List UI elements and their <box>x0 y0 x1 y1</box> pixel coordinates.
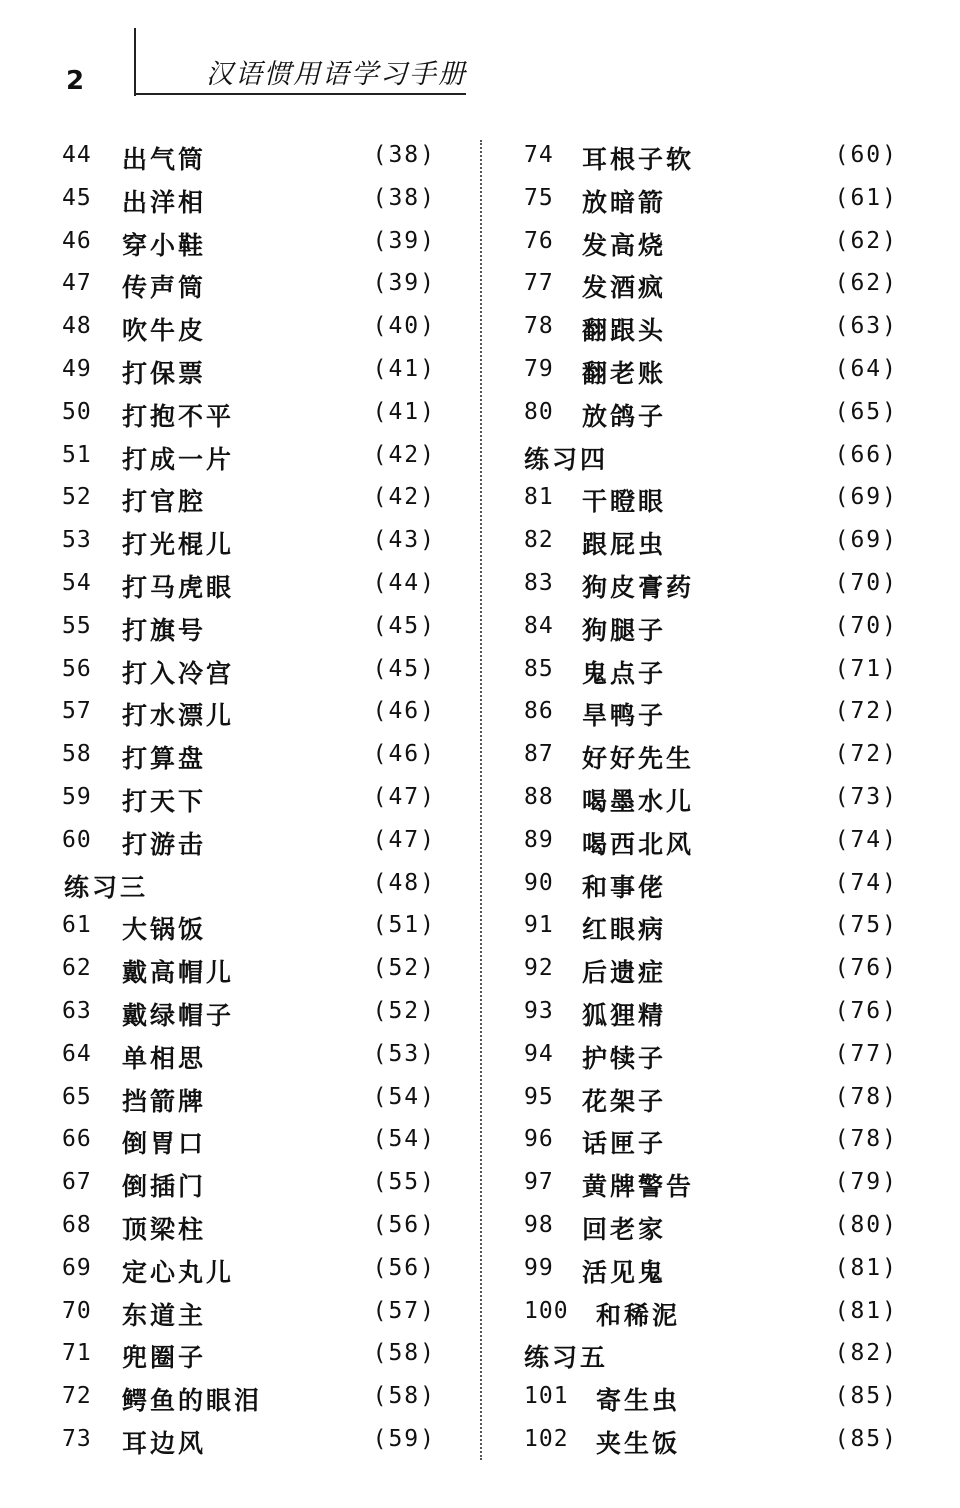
toc-entry-row <box>480 690 960 733</box>
toc-entry-number: 96 <box>524 1126 554 1153</box>
toc-entry-term: 活见鬼 <box>582 1257 667 1287</box>
toc-entry-page: (46) <box>372 698 436 725</box>
toc-entry-number: 85 <box>524 655 554 682</box>
toc-entry-term: 回老家 <box>582 1214 667 1244</box>
toc-entry-page: (39) <box>372 227 436 254</box>
toc-entry-number: 48 <box>62 313 92 340</box>
toc-entry-page: (74) <box>834 869 898 896</box>
toc-entry-number: 92 <box>524 955 554 982</box>
toc-entry-page: (85) <box>834 1425 898 1452</box>
toc-entry-page: (58) <box>372 1340 436 1367</box>
toc-entry-row <box>0 776 480 819</box>
toc-entry-number: 84 <box>524 612 554 639</box>
toc-entry-number: 57 <box>62 698 92 725</box>
toc-entry-number: 49 <box>62 355 92 382</box>
toc-entry-page: (76) <box>834 955 898 982</box>
toc-entry-page: (57) <box>372 1297 436 1324</box>
book-title: 汉语惯用语学习手册 <box>206 59 467 90</box>
toc-entry-row <box>0 947 480 990</box>
toc-entry-page: (82) <box>834 1340 898 1367</box>
toc-entry-number: 59 <box>62 783 92 810</box>
toc-entry-row <box>480 733 960 776</box>
toc-entry-number: 62 <box>62 955 92 982</box>
toc-entry-number: 90 <box>524 869 554 896</box>
toc-entry-page: (42) <box>372 441 436 468</box>
toc-entry-page: (48) <box>372 869 436 896</box>
toc-entry-number: 65 <box>62 1083 92 1110</box>
toc-entry-term: 护犊子 <box>582 1043 667 1073</box>
toc-section-row <box>480 1332 960 1375</box>
toc-entry-number: 66 <box>62 1126 92 1153</box>
toc-entry-page: (81) <box>834 1297 898 1324</box>
toc-entry-row <box>480 904 960 947</box>
toc-entry-page: (56) <box>372 1254 436 1281</box>
toc-entry-term: 黄牌警告 <box>582 1172 695 1202</box>
toc-entry-number: 86 <box>524 698 554 725</box>
toc-entry-page: (52) <box>372 997 436 1024</box>
toc-entry-row <box>480 348 960 391</box>
toc-entry-number: 46 <box>62 227 92 254</box>
toc-entry-row <box>480 947 960 990</box>
toc-entry-row <box>0 1375 480 1418</box>
toc-entry-term: 打天下 <box>122 786 207 816</box>
toc-entry-term: 打官腔 <box>122 487 207 517</box>
toc-entry-term: 戴绿帽子 <box>122 1000 235 1030</box>
toc-entry-page: (59) <box>372 1425 436 1452</box>
page-number: 2 <box>66 66 85 96</box>
toc-entry-term: 放暗箭 <box>582 187 667 217</box>
toc-entry-page: (41) <box>372 355 436 382</box>
toc-entry-term: 兜圈子 <box>122 1343 207 1373</box>
toc-entry-page: (40) <box>372 313 436 340</box>
toc-entry-term: 发酒疯 <box>582 273 667 303</box>
toc-entry-row <box>0 904 480 947</box>
toc-entry-page: (47) <box>372 826 436 853</box>
toc-entry-page: (39) <box>372 270 436 297</box>
toc-entry-page: (60) <box>834 142 898 168</box>
toc-entry-page: (72) <box>834 741 898 768</box>
toc-entry-term: 跟屁虫 <box>582 530 667 560</box>
toc-entry-page: (61) <box>834 184 898 211</box>
toc-entry-page: (56) <box>372 1211 436 1238</box>
toc-entry-term: 打马虎眼 <box>122 572 235 602</box>
toc-entry-term: 耳根子软 <box>582 145 695 174</box>
toc-entry-row <box>480 391 960 434</box>
toc-entry-number: 69 <box>62 1254 92 1281</box>
toc-entry-row <box>480 262 960 305</box>
toc-entry-number: 101 <box>524 1383 569 1410</box>
toc-entry-number: 67 <box>62 1169 92 1196</box>
toc-entry-row <box>0 1076 480 1119</box>
toc-entry-number: 56 <box>62 655 92 682</box>
toc-entry-term: 打算盘 <box>122 744 207 774</box>
toc-entry-term: 狗皮膏药 <box>582 572 695 602</box>
toc-entry-number: 61 <box>62 912 92 939</box>
toc-entry-page: (53) <box>372 1040 436 1067</box>
toc-entry-term: 东道主 <box>122 1300 207 1330</box>
toc-entry-term: 打水漂儿 <box>122 701 235 731</box>
toc-entry-number: 82 <box>524 527 554 554</box>
header-rule-horizontal <box>134 93 466 95</box>
toc-entry-row <box>0 134 480 177</box>
toc-section-row <box>0 862 480 905</box>
toc-entry-page: (58) <box>372 1383 436 1410</box>
toc-entry-row <box>0 990 480 1033</box>
toc-entry-term: 大锅饭 <box>122 915 207 945</box>
toc-entry-page: (63) <box>834 313 898 340</box>
toc-entry-term: 倒胃口 <box>122 1129 207 1159</box>
toc-section-title: 练习五 <box>524 1343 609 1373</box>
toc-entry-number: 93 <box>524 997 554 1024</box>
toc-entry-row <box>0 648 480 691</box>
toc-entry-term: 顶梁柱 <box>122 1214 207 1244</box>
toc-entry-row <box>0 1204 480 1247</box>
toc-entry-row <box>480 1418 960 1461</box>
toc-entry-number: 63 <box>62 997 92 1024</box>
toc-entry-page: (69) <box>834 527 898 554</box>
toc-section-title: 练习三 <box>64 872 149 902</box>
toc-entry-number: 50 <box>62 398 92 425</box>
toc-entry-number: 64 <box>62 1040 92 1067</box>
toc-entry-term: 出气筒 <box>122 145 207 174</box>
toc-entry-page: (43) <box>372 527 436 554</box>
toc-right-column <box>480 134 960 1461</box>
toc-entry-term: 红眼病 <box>582 915 667 945</box>
toc-entry-row <box>0 262 480 305</box>
toc-entry-term: 打光棍儿 <box>122 530 235 560</box>
toc-entry-number: 91 <box>524 912 554 939</box>
toc-entry-row <box>480 1076 960 1119</box>
toc-entry-row <box>480 1375 960 1418</box>
toc-section-title: 练习四 <box>524 444 609 474</box>
toc-entry-number: 76 <box>524 227 554 254</box>
toc-entry-row <box>480 776 960 819</box>
toc-entry-row <box>480 1033 960 1076</box>
toc-entry-number: 80 <box>524 398 554 425</box>
toc-entry-term: 单相思 <box>122 1043 207 1073</box>
toc-entry-row <box>0 1290 480 1333</box>
toc-entry-row <box>0 1418 480 1461</box>
toc-entry-number: 98 <box>524 1211 554 1238</box>
toc-entry-row <box>480 305 960 348</box>
toc-entry-page: (69) <box>834 484 898 511</box>
toc-entry-term: 打成一片 <box>122 444 235 474</box>
toc-entry-number: 47 <box>62 270 92 297</box>
toc-entry-number: 55 <box>62 612 92 639</box>
toc-entry-number: 99 <box>524 1254 554 1281</box>
toc-entry-page: (64) <box>834 355 898 382</box>
toc-entry-page: (45) <box>372 612 436 639</box>
toc-entry-row <box>0 1118 480 1161</box>
toc-entry-page: (54) <box>372 1083 436 1110</box>
toc-entry-term: 发高烧 <box>582 230 667 260</box>
toc-entry-row <box>480 862 960 905</box>
toc-entry-page: (78) <box>834 1126 898 1153</box>
toc-entry-term: 狐狸精 <box>582 1000 667 1030</box>
toc-entry-term: 夹生饭 <box>596 1428 681 1458</box>
toc-entry-number: 100 <box>524 1297 569 1324</box>
toc-entry-row <box>0 605 480 648</box>
toc-entry-number: 60 <box>62 826 92 853</box>
toc-entry-term: 好好先生 <box>582 744 695 774</box>
toc-entry-page: (44) <box>372 569 436 596</box>
toc-entry-number: 53 <box>62 527 92 554</box>
toc-entry-term: 鬼点子 <box>582 658 667 688</box>
toc-entry-page: (62) <box>834 227 898 254</box>
toc-entry-term: 打游击 <box>122 829 207 859</box>
toc-entry-number: 58 <box>62 741 92 768</box>
toc-entry-row <box>0 434 480 477</box>
toc-entry-row <box>0 348 480 391</box>
toc-entry-row <box>0 391 480 434</box>
toc-entry-page: (71) <box>834 655 898 682</box>
toc-entry-term: 和稀泥 <box>596 1300 681 1330</box>
toc-entry-page: (70) <box>834 569 898 596</box>
toc-entry-number: 83 <box>524 569 554 596</box>
toc-entry-term: 吹牛皮 <box>122 316 207 346</box>
toc-entry-page: (42) <box>372 484 436 511</box>
toc-entry-row <box>480 990 960 1033</box>
toc-entry-page: (46) <box>372 741 436 768</box>
toc-entry-page: (79) <box>834 1169 898 1196</box>
toc-entry-term: 出洋相 <box>122 187 207 217</box>
toc-entry-term: 打旗号 <box>122 615 207 645</box>
toc-entry-number: 94 <box>524 1040 554 1067</box>
toc-entry-term: 打入冷宫 <box>122 658 235 688</box>
toc-entry-term: 翻跟头 <box>582 316 667 346</box>
toc-entry-page: (47) <box>372 783 436 810</box>
toc-entry-number: 79 <box>524 355 554 382</box>
toc-entry-row <box>480 476 960 519</box>
toc-entry-term: 穿小鞋 <box>122 230 207 260</box>
toc-entry-row <box>480 519 960 562</box>
toc-entry-number: 89 <box>524 826 554 853</box>
toc-section-row <box>480 434 960 477</box>
toc-entry-page: (38) <box>372 142 436 168</box>
toc-entry-page: (38) <box>372 184 436 211</box>
toc-entry-row <box>480 1247 960 1290</box>
toc-entry-term: 话匣子 <box>582 1129 667 1159</box>
toc-entry-term: 寄生虫 <box>596 1386 681 1416</box>
toc-entry-term: 戴高帽儿 <box>122 958 235 988</box>
toc-entry-number: 95 <box>524 1083 554 1110</box>
toc-entry-page: (55) <box>372 1169 436 1196</box>
toc-entry-term: 鳄鱼的眼泪 <box>122 1386 263 1416</box>
toc-entry-term: 后遗症 <box>582 958 667 988</box>
toc-entry-page: (52) <box>372 955 436 982</box>
toc-entry-page: (45) <box>372 655 436 682</box>
toc-entry-row <box>0 690 480 733</box>
toc-entry-term: 干瞪眼 <box>582 487 667 517</box>
toc-entry-number: 81 <box>524 484 554 511</box>
toc-entry-term: 喝西北风 <box>582 829 695 859</box>
toc-entry-row <box>0 1033 480 1076</box>
toc-entry-page: (65) <box>834 398 898 425</box>
toc-entry-page: (80) <box>834 1211 898 1238</box>
toc-entry-number: 78 <box>524 313 554 340</box>
toc-entry-page: (85) <box>834 1383 898 1410</box>
toc-entry-page: (66) <box>834 441 898 468</box>
toc-entry-row <box>480 648 960 691</box>
toc-entry-row <box>480 177 960 220</box>
toc-entry-row <box>480 220 960 263</box>
toc-entry-page: (41) <box>372 398 436 425</box>
toc-entry-page: (62) <box>834 270 898 297</box>
toc-entry-term: 旱鸭子 <box>582 701 667 731</box>
toc-entry-row <box>480 562 960 605</box>
toc-entry-row <box>0 1332 480 1375</box>
toc-entry-page: (54) <box>372 1126 436 1153</box>
toc-entry-term: 花架子 <box>582 1086 667 1116</box>
toc-entry-row <box>0 1161 480 1204</box>
toc-entry-term: 打保票 <box>122 358 207 388</box>
toc-entry-page: (77) <box>834 1040 898 1067</box>
toc-entry-number: 51 <box>62 441 92 468</box>
toc-entry-number: 75 <box>524 184 554 211</box>
toc-entry-term: 打抱不平 <box>122 401 235 431</box>
toc-entry-term: 挡箭牌 <box>122 1086 207 1116</box>
toc-entry-term: 放鸽子 <box>582 401 667 431</box>
toc-entry-page: (75) <box>834 912 898 939</box>
toc-entry-page: (76) <box>834 997 898 1024</box>
toc-entry-row <box>480 134 960 177</box>
toc-entry-number: 54 <box>62 569 92 596</box>
toc-entry-term: 传声筒 <box>122 273 207 303</box>
toc-entry-row <box>0 177 480 220</box>
toc-entry-number: 88 <box>524 783 554 810</box>
toc-entry-number: 45 <box>62 184 92 211</box>
toc-entry-row <box>0 220 480 263</box>
toc-entry-page: (51) <box>372 912 436 939</box>
toc-left-column <box>0 134 480 1461</box>
toc-entry-number: 70 <box>62 1297 92 1324</box>
toc-entry-number: 102 <box>524 1425 569 1452</box>
header-rule-vertical <box>134 28 136 96</box>
toc-entry-term: 耳边风 <box>122 1428 207 1458</box>
toc-entry-row <box>0 562 480 605</box>
toc-entry-term: 和事佬 <box>582 872 667 902</box>
toc-entry-term: 翻老账 <box>582 358 667 388</box>
toc-entry-row <box>0 819 480 862</box>
toc-entry-number: 72 <box>62 1383 92 1410</box>
toc-entry-page: (74) <box>834 826 898 853</box>
toc-entry-number: 68 <box>62 1211 92 1238</box>
toc-entry-page: (73) <box>834 783 898 810</box>
toc-entry-row <box>480 1161 960 1204</box>
toc-entry-term: 倒插门 <box>122 1172 207 1202</box>
toc-entry-term: 定心丸儿 <box>122 1257 235 1287</box>
toc-entry-number: 77 <box>524 270 554 297</box>
toc-entry-number: 73 <box>62 1425 92 1452</box>
toc-entry-term: 狗腿子 <box>582 615 667 645</box>
toc-entry-number: 74 <box>524 142 554 168</box>
toc-entry-number: 44 <box>62 142 92 168</box>
toc-entry-row <box>0 305 480 348</box>
toc-entry-row <box>0 733 480 776</box>
toc-entry-page: (72) <box>834 698 898 725</box>
toc-entry-page: (70) <box>834 612 898 639</box>
toc-entry-row <box>0 519 480 562</box>
toc-entry-number: 97 <box>524 1169 554 1196</box>
toc-entry-number: 87 <box>524 741 554 768</box>
toc-entry-row <box>480 1204 960 1247</box>
toc-entry-term: 喝墨水儿 <box>582 786 695 816</box>
toc-entry-page: (78) <box>834 1083 898 1110</box>
toc-entry-row <box>480 819 960 862</box>
toc-entry-row <box>0 1247 480 1290</box>
toc-entry-row <box>480 605 960 648</box>
toc-entry-row <box>0 476 480 519</box>
toc-entry-page: (81) <box>834 1254 898 1281</box>
toc-entry-row <box>480 1290 960 1333</box>
toc-entry-number: 71 <box>62 1340 92 1367</box>
toc-entry-number: 52 <box>62 484 92 511</box>
toc-entry-row <box>480 1118 960 1161</box>
